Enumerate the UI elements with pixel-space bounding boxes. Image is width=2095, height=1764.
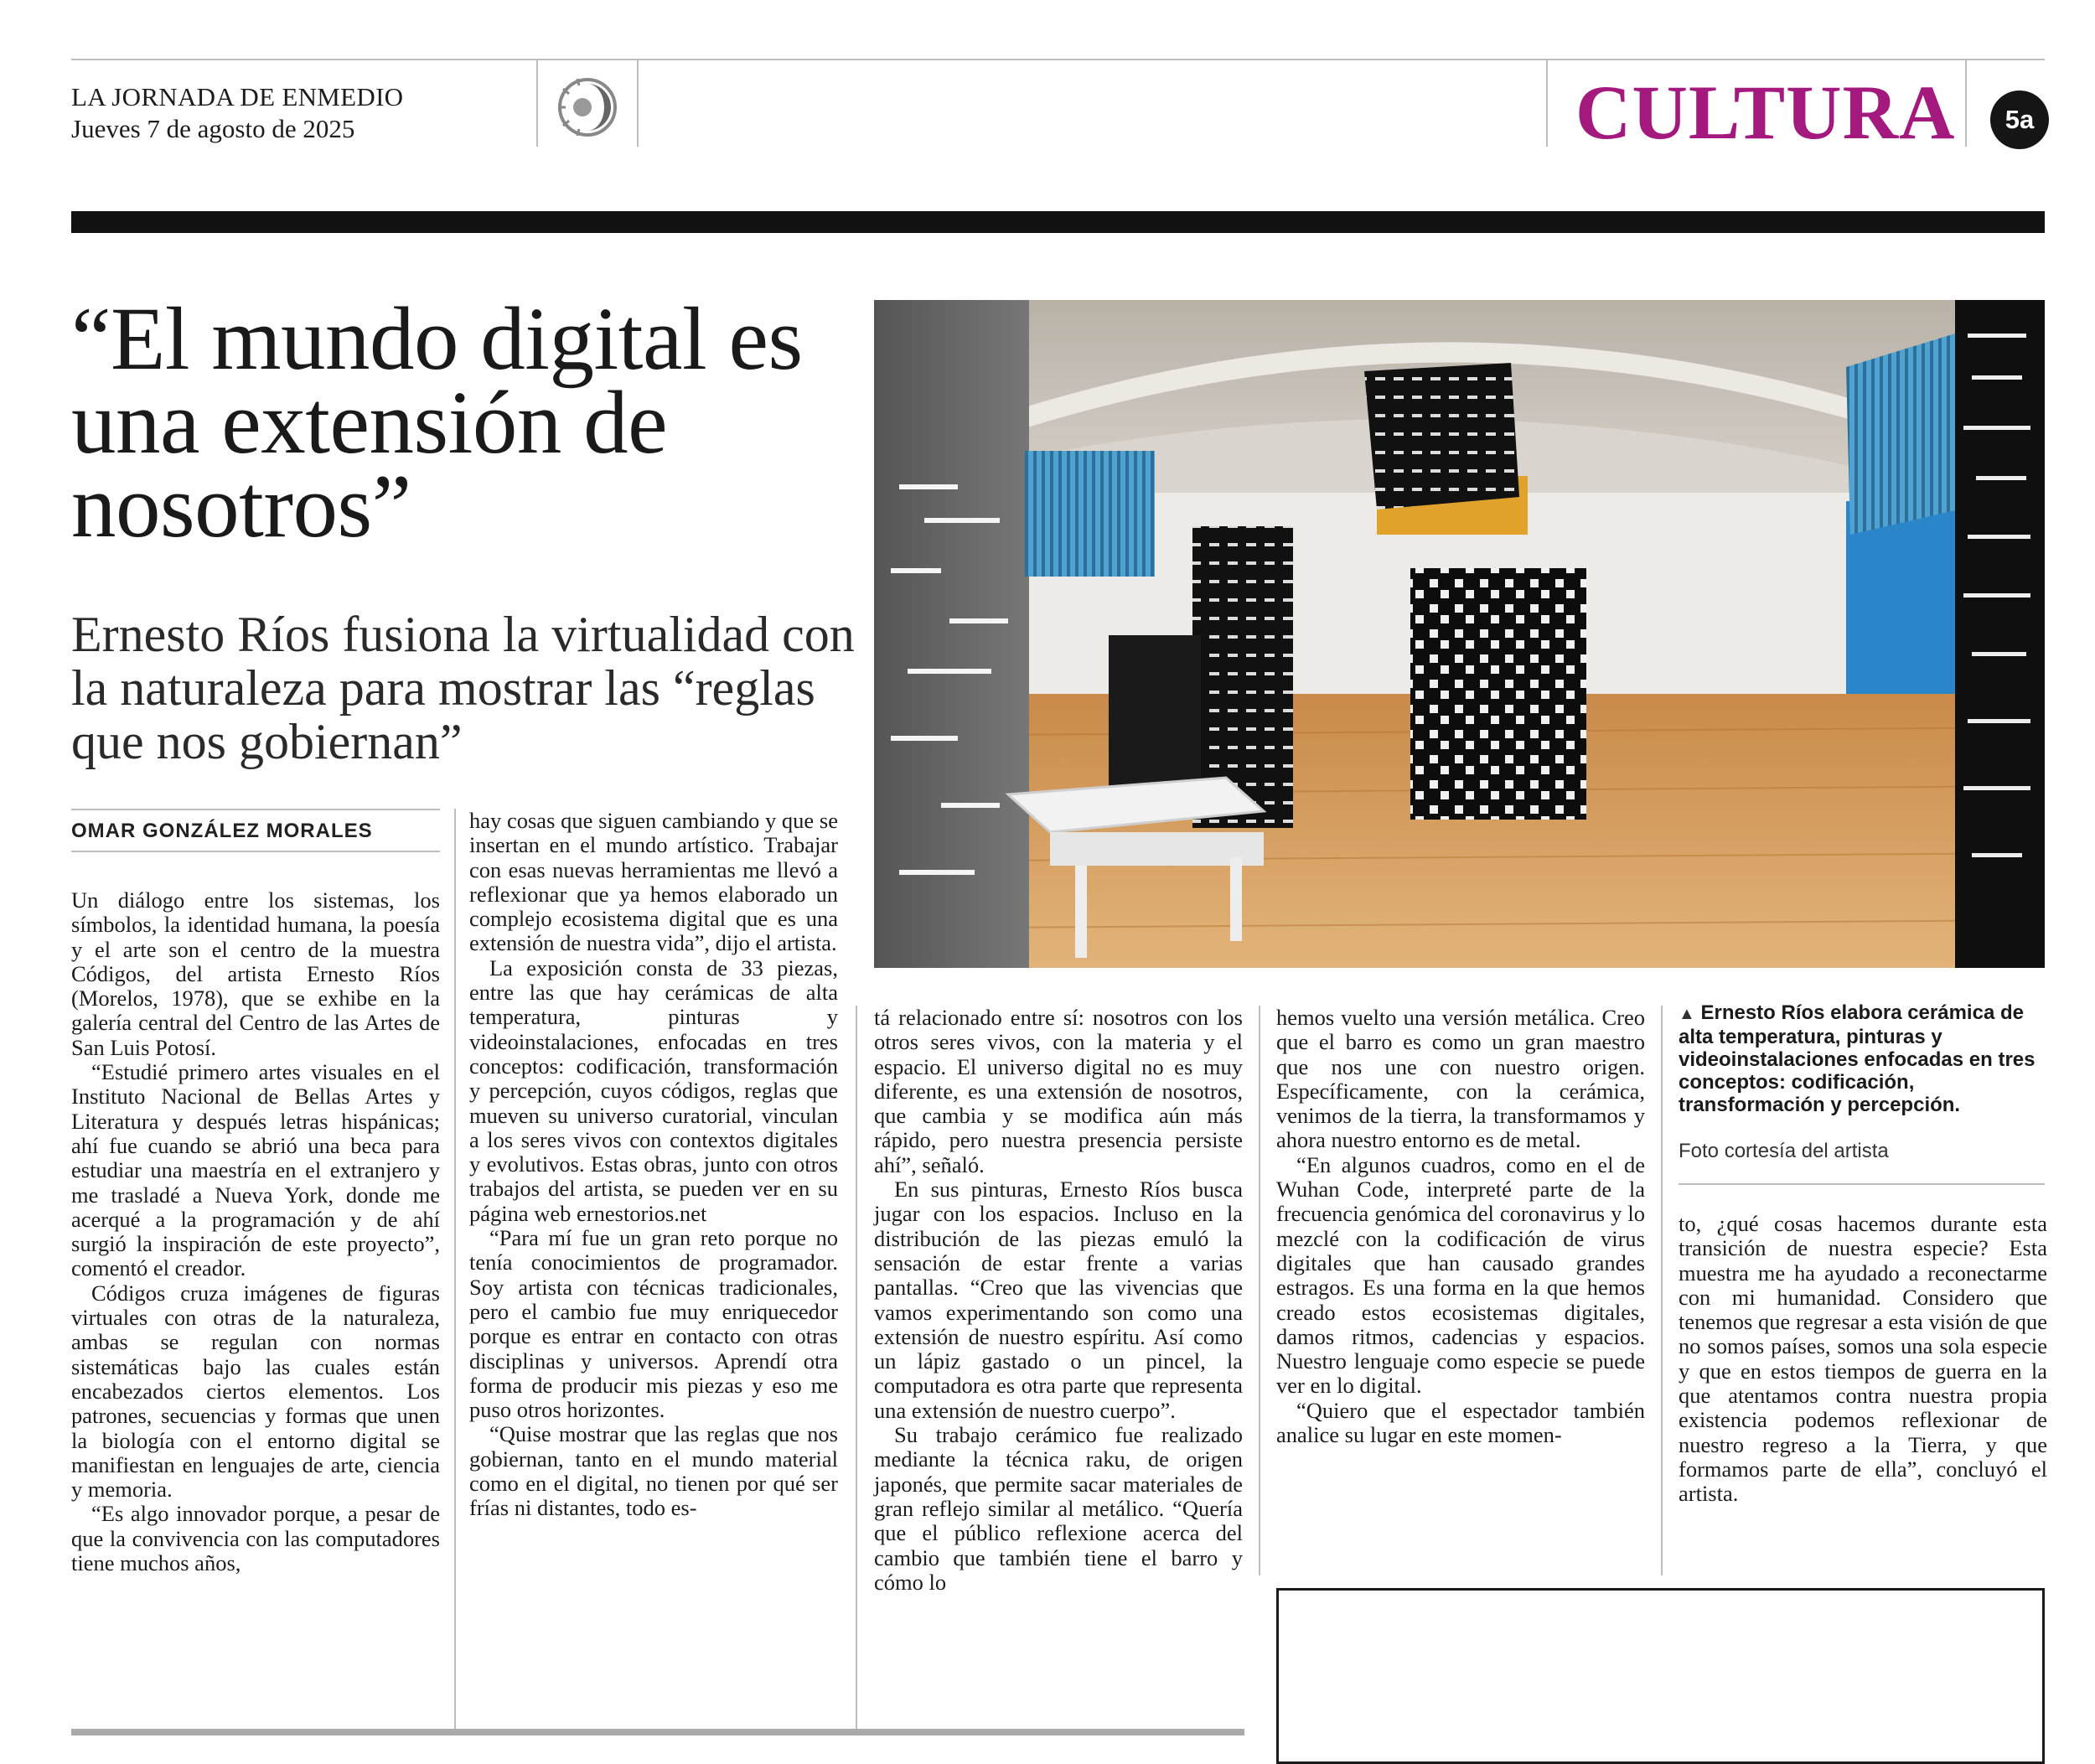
caption-text: Ernesto Ríos elabora cerámica de alta temperatura, pinturas y videoinstalaciones enfocadas en tres conceptos: codificación, transformación y percepción. <box>1679 1001 2036 1116</box>
paragraph: “Quise mostrar que las reglas que nos gobiernan, tanto en el mundo material como en el digital, no tienen por qué ser frías ni distantes, todo es- <box>469 1421 838 1521</box>
masthead-divider <box>1965 59 1967 147</box>
byline-rule <box>71 851 440 852</box>
paragraph: “Quiero que el espectador también analice su lugar en este momen- <box>1276 1397 1645 1448</box>
paragraph: “Para mí fue un gran reto porque no tenía conocimientos de programador. Soy artista con técnicas tradicionales, pero el cambio fue muy enriquecedor porque es entrar en contacto con otras disciplinas y universos. Aprendí otra forma de producir mis piezas y eso me puso otros horizontes. <box>469 1225 838 1423</box>
column-rule <box>1259 1006 1260 1575</box>
masthead-divider <box>637 59 639 147</box>
paragraph: En sus pinturas, Ernesto Ríos busca jugar con los espacios. Incluso en la distribución de las piezas emuló la sensación de estar frente a varias pantallas. “Creo que las vivencias que vamos experimentando son como una extensión de nuestro espíritu. Así como un lápiz gastado o un pincel, la computadora es otra parte que representa una extensión de nuestro cuerpo”. <box>874 1177 1243 1423</box>
ad-placeholder-box <box>1276 1588 2045 1764</box>
footer-rule <box>71 1729 1244 1736</box>
masthead-bottom-bar <box>71 211 2045 233</box>
photo-credit: Foto cortesía del artista <box>1679 1140 1889 1162</box>
photo-caption <box>1679 1001 2047 1116</box>
gallery-photo <box>874 300 2045 968</box>
paragraph: to, ¿qué cosas hacemos durante esta transición de nuestra especie? Esta muestra me ha ayudado a reconectarme con mi humanidad. Considero que tenemos que regresar a esta visión de que no somos países, somos una sola especie y que en estos tiempos de guerra en la que atentamos contra nuestra propia existencia podemos reflexionar de nuestro regreso a la Tierra, y que formamos parte de ella”, concluyó el artista. <box>1679 1211 2047 1507</box>
section-title: CULTURA <box>1575 70 1956 155</box>
newspaper-name: LA JORNADA DE ENMEDIO <box>71 82 404 111</box>
article-column-1 <box>71 888 440 1575</box>
caption-marker: ▲ <box>1679 1005 1695 1023</box>
article-column-3 <box>874 1006 1243 1595</box>
masthead-divider <box>1546 59 1548 147</box>
paragraph: “Estudié primero artes visuales en el Instituto Nacional de Bellas Artes y Literatura y después letras hispánicas; ahí fue cuando se abrió una beca para estudiar una maestría en el extranjero y me trasladé a Nueva York, donde me acerqué a la programación y de ahí surgió la inspiración de este proyecto”, comentó el creador. <box>71 1059 440 1281</box>
article-column-2 <box>469 809 838 1521</box>
column-rule <box>1661 1006 1663 1575</box>
column-rule <box>454 809 456 1730</box>
subheadline: Ernesto Ríos fusiona la virtualidad con la naturaleza para mostrar las “reglas que nos gobiernan” <box>71 607 855 769</box>
article-column-4 <box>1276 1006 1645 1447</box>
column-rule <box>856 1006 857 1730</box>
paragraph: Un diálogo entre los sistemas, los símbolos, la identidad humana, la poesía y el arte son el centro de la muestra Códigos, del artista Ernesto Ríos (Morelos, 1978), que se exhibe en la galería central del Centro de las Artes de San Luis Potosí. <box>71 887 440 1060</box>
paragraph: “Es algo innovador porque, a pesar de que la convivencia con las computadores tiene muchos años, <box>71 1501 440 1576</box>
sun-moon-logo-icon <box>556 75 619 139</box>
byline-rule <box>71 809 440 810</box>
paragraph: Códigos cruza imágenes de figuras virtuales con otras de la naturaleza, ambas se regulan con normas sistemáticas bajo las cuales están encabezados ciertos elementos. Los patrones, secuencias y formas que unen la biología con el entorno digital se manifiestan en lenguajes de arte, ciencia y memoria. <box>71 1280 440 1503</box>
issue-date: Jueves 7 de agosto de 2025 <box>71 114 355 143</box>
masthead-divider <box>536 59 538 147</box>
paragraph: La exposición consta de 33 piezas, entre las que hay cerámicas de alta temperatura, pinturas y videoinstalaciones, enfocadas en tres conceptos: codificación, transformación y percepción, cuyos códigos, reglas que mueven su universo curatorial, vinculan a los seres vivos con contextos digitales y evolutivos. Estas obras, junto con otros trabajos del artista, se pueden ver en su página web ernestorios.net <box>469 954 838 1226</box>
byline: OMAR GONZÁLEZ MORALES <box>71 820 373 842</box>
article-column-5 <box>1679 1212 2047 1507</box>
paragraph: Su trabajo cerámico fue realizado mediante la técnica raku, de origen japonés, que permite sacar materiales de gran reflejo similar al metálico. “Quería que el público reflexione acerca del cambio que también tiene el barro y cómo lo <box>874 1422 1243 1595</box>
masthead-top-rule <box>71 59 2045 60</box>
headline: “El mundo digital es una extensión de nosotros” <box>71 290 803 556</box>
paragraph: tá relacionado entre sí: nosotros con los otros seres vivos, con la materia y el espacio. El universo digital no es muy diferente, es una extensión de nosotros, que cambia y se modifica aún más rápido, pero nuestra presencia persiste ahí”, señaló. <box>874 1005 1243 1177</box>
page-number-badge: 5a <box>1990 91 2049 149</box>
paragraph: “En algunos cuadros, como en el de Wuhan Code, interpreté parte de la frecuencia genómica del coronavirus y lo mezclé con la codificación de virus digitales que han causado grandes estragos. Es una forma en la que hemos creado estos ecosistemas digitales, damos ritmos, cadencias y espacios. Nuestro lenguaje como especie se puede ver en lo digital. <box>1276 1151 1645 1399</box>
paragraph: hay cosas que siguen cambiando y que se insertan en el mundo artístico. Trabajar con esas nuevas herramientas me llevó a reflexionar que ya hemos elaborado un complejo ecosistema digital que es una extensión de nuestra vida”, dijo el artista. <box>469 808 838 956</box>
paragraph: hemos vuelto una versión metálica. Creo que el barro es como un gran maestro que nos une con nuestro origen. Específicamente, con la cerámica, venimos de la tierra, la transformamos y ahora nuestro entorno es de metal. <box>1276 1005 1645 1153</box>
caption-rule <box>1679 1183 2045 1185</box>
